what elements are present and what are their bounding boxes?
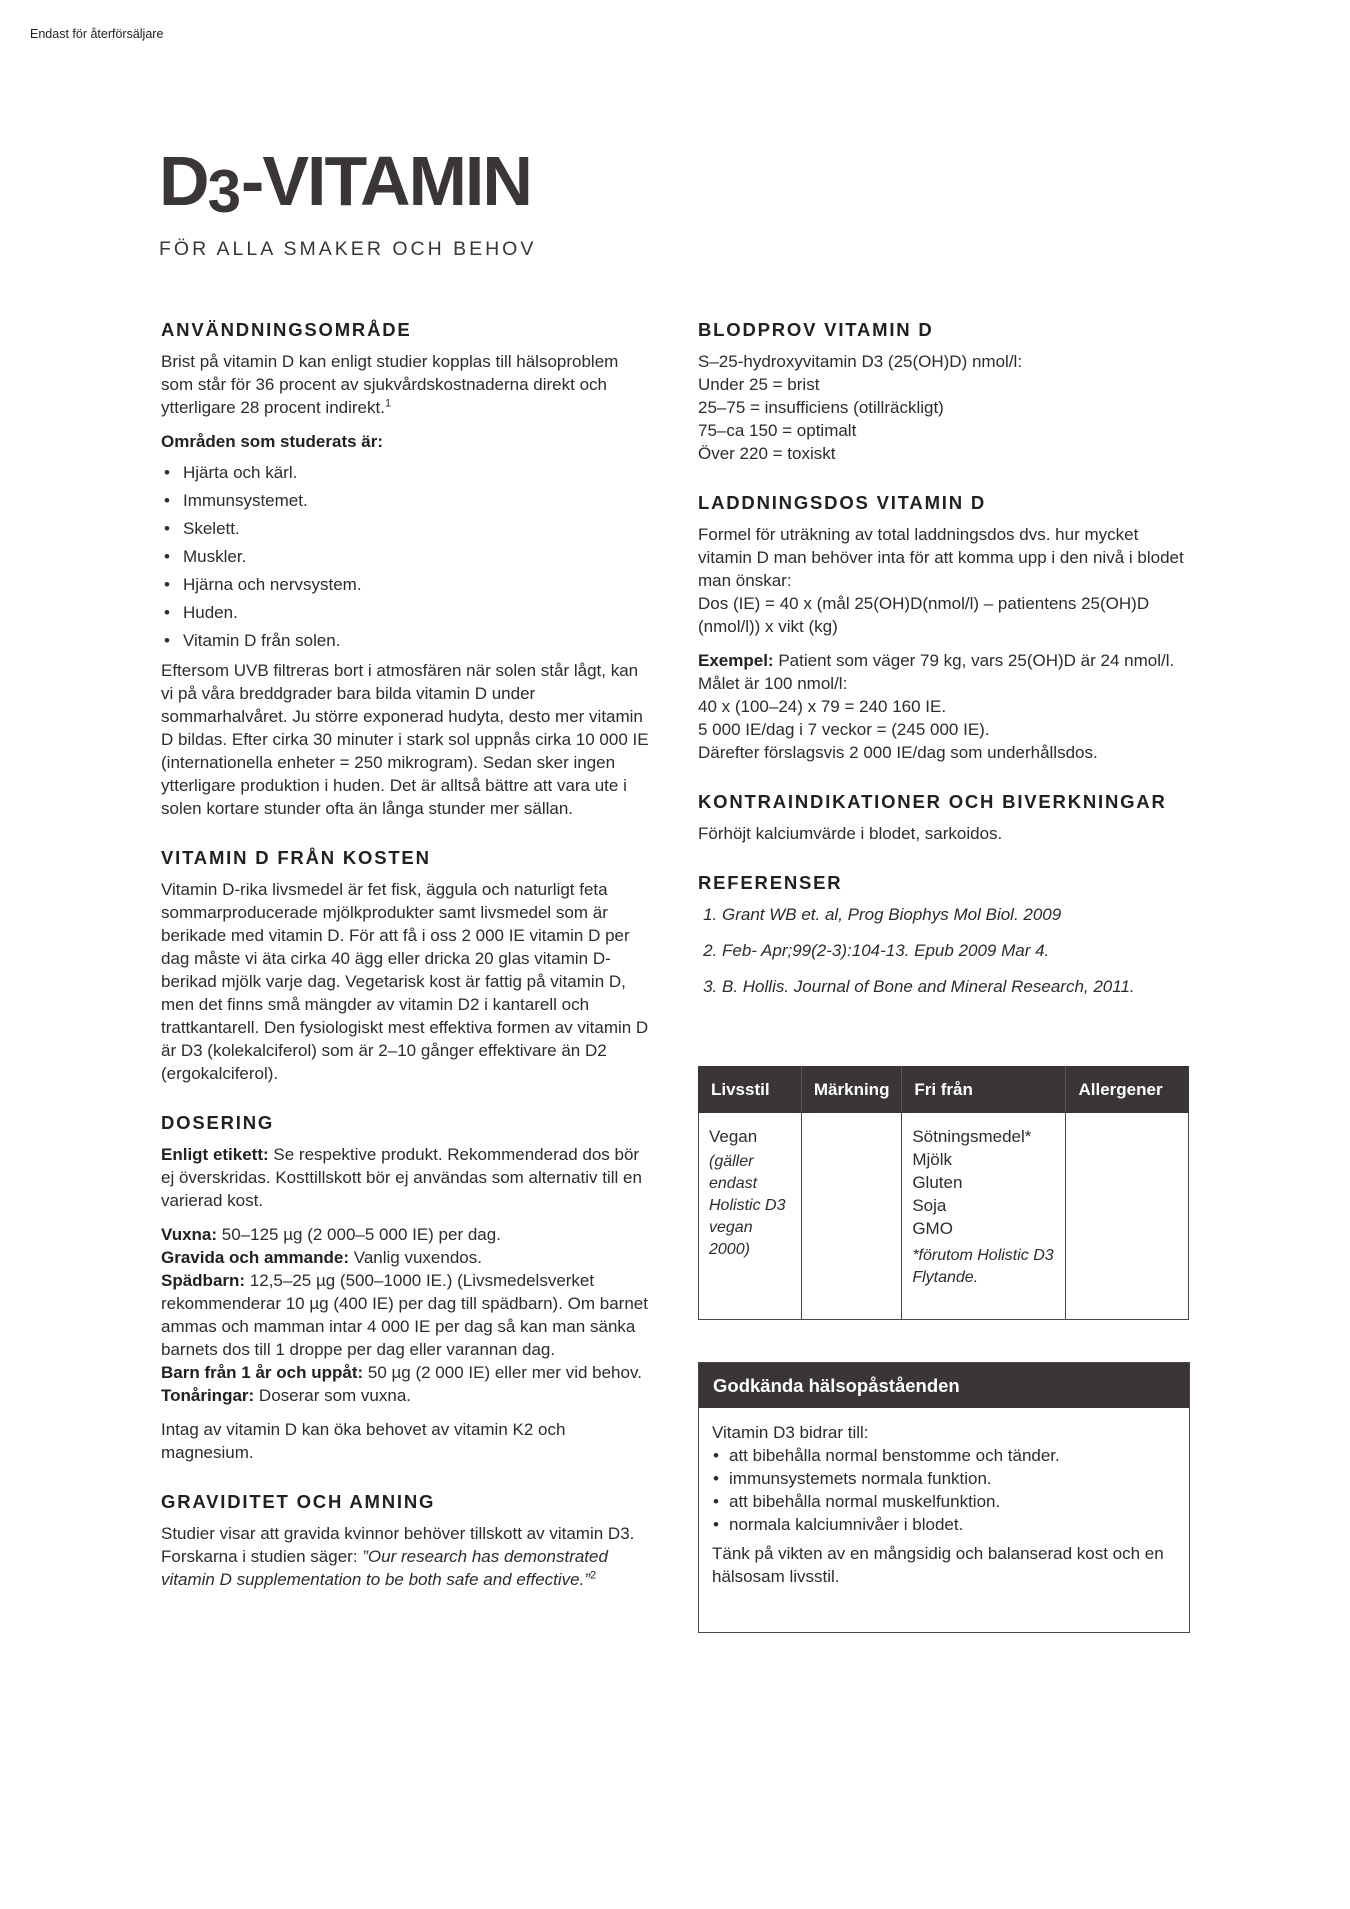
claims-intro: Vitamin D3 bidrar till:: [712, 1423, 869, 1442]
example-text: Patient som väger 79 kg, vars 25(OH)D är 24 nmol/l.: [773, 651, 1175, 670]
claims-box-header: Godkända hälsopåståenden: [699, 1363, 1189, 1408]
reference-item: 3. B. Hollis. Journal of Bone and Mineral Research, 2011.: [722, 975, 1190, 998]
usage-intro-text: Brist på vitamin D kan enligt studier kopplas till hälsoproblem som står för 36 procent av sjukvårdskostnaderna direkt och ytterligare 28 procent indirekt.: [161, 352, 619, 417]
dose-text: Doserar som vuxna.: [254, 1386, 412, 1405]
dose-line: [161, 1361, 651, 1384]
reference-item: 2. Feb- Apr;99(2-3):104-13. Epub 2009 Mar 4.: [722, 939, 1190, 962]
dose-text: 12,5–25 µg (500–1000 IE.) (Livsmedelsverket rekommenderar 10 µg (400 IE) per dag till spädbarn). Om barnet ammas och mamman intar 4 000 IE per dag så kan man sänka barnets dos till 1 droppe per dag eller varannan dag.: [161, 1271, 648, 1359]
dose-text: Vanlig vuxendos.: [349, 1248, 482, 1267]
loadingdose-formula: Dos (IE) = 40 x (mål 25(OH)D(nmol/l) – patientens 25(OH)D (nmol/l)) x vikt (kg): [698, 594, 1150, 636]
section-heading-references: REFERENSER: [698, 872, 843, 893]
bloodtest-line: 25–75 = insufficiens (otillräckligt): [698, 398, 944, 417]
corner-note: Endast för återförsäljare: [30, 27, 164, 41]
right-column: [698, 318, 1190, 1633]
claims-bullet: • att bibehålla normal muskelfunktion.: [712, 1490, 1175, 1513]
frifran-item: Sötningsmedel*: [912, 1127, 1032, 1146]
example-line: Målet är 100 nmol/l:: [698, 674, 848, 693]
section-heading-diet: VITAMIN D FRÅN KOSTEN: [161, 847, 431, 868]
dose-label: Spädbarn:: [161, 1271, 246, 1290]
reference-item: 1. Grant WB et. al, Prog Biophys Mol Biol. 2009: [722, 903, 1190, 926]
contraindications-text: Förhöjt kalciumvärde i blodet, sarkoidos.: [698, 824, 1003, 843]
table-cell-markning: [801, 1113, 901, 1320]
claims-bullet: • immunsystemets normala funktion.: [712, 1467, 1175, 1490]
references-list: [698, 903, 1190, 998]
section-heading-loadingdose: LADDNINGSDOS VITAMIN D: [698, 492, 986, 513]
claims-outro: Tänk på vikten av en mångsidig och balanserad kost och en hälsosam livsstil.: [712, 1544, 1164, 1586]
list-item: • Huden.: [161, 599, 651, 627]
table-cell-frifran: [902, 1113, 1066, 1320]
areas-label: [161, 430, 651, 453]
bloodtest-line: 75–ca 150 = optimalt: [698, 421, 857, 440]
list-item: • Hjärna och nervsystem.: [161, 571, 651, 599]
table-header-markning: Märkning: [801, 1067, 901, 1113]
claims-box-body: [699, 1408, 1189, 1632]
bloodtest-line: S–25-hydroxyvitamin D3 (25(OH)D) nmol/l:: [698, 352, 1023, 371]
list-item: • Muskler.: [161, 543, 651, 571]
frifran-item: GMO: [912, 1219, 953, 1238]
frifran-item: Mjölk: [912, 1150, 952, 1169]
example-block: [698, 649, 1190, 764]
pregnancy-quote: ”Our research has demonstrated vitamin D supplementation to be both safe and effective.”: [161, 1547, 608, 1589]
footnote-ref-1: 1: [384, 397, 392, 410]
dose-line: [161, 1269, 651, 1361]
section-heading-bloodtest: BLODPROV VITAMIN D: [698, 319, 934, 340]
sun-paragraph: Eftersom UVB filtreras bort i atmosfären när solen står lågt, kan vi på våra breddgrader bara bilda vitamin D under sommarhalvåret. Ju större exponerad hudyta, desto mer vitamin D bildas. Efter cirka 30 minuter i stark sol uppnås cirka 10 000 IE (internationella enheter = 250 mikrogram). Sedan sker ingen ytterligare produktion i huden. Det är alltså bättre att vara ute i solen kortare stunder ofta än långa stunder mer sällan.: [161, 661, 649, 818]
dose-label: Tonåringar:: [161, 1386, 255, 1405]
dose-line: [161, 1223, 651, 1246]
livsstil-main: Vegan: [709, 1127, 758, 1146]
bloodtest-lines: [698, 350, 1190, 465]
page-title-part3: -VITAMIN: [241, 142, 531, 220]
page-title: [159, 142, 536, 226]
list-item: • Skelett.: [161, 515, 651, 543]
claims-bullet: • normala kalciumnivåer i blodet.: [712, 1513, 1175, 1536]
table-header-frifran: Fri från: [902, 1067, 1066, 1113]
claims-box: [698, 1362, 1190, 1633]
list-item: • Immunsystemet.: [161, 487, 651, 515]
left-column: [161, 318, 651, 1602]
info-table: [698, 1066, 1189, 1320]
bloodtest-line: Över 220 = toxiskt: [698, 444, 836, 463]
section-heading-dosage: DOSERING: [161, 1112, 275, 1133]
table-header-allergener: Allergener: [1066, 1067, 1189, 1113]
dosage-note: Intag av vitamin D kan öka behovet av vitamin K2 och magnesium.: [161, 1420, 566, 1462]
table-header-row: [699, 1067, 1189, 1113]
pregnancy-paragraph: [161, 1522, 651, 1591]
page-title-part1: D: [159, 142, 208, 220]
frifran-item: Soja: [912, 1196, 947, 1215]
page-subtitle: FÖR ALLA SMAKER OCH BEHOV: [159, 238, 537, 260]
section-heading-pregnancy: GRAVIDITET OCH AMNING: [161, 1491, 436, 1512]
livsstil-note: (gäller endast Holistic D3 vegan 2000): [709, 1153, 786, 1258]
table-cell-allergener: [1066, 1113, 1189, 1320]
list-item: • Hjärta och kärl.: [161, 459, 651, 487]
dosage-intro-text: Se respektive produkt. Rekommenderad dos bör ej överskridas. Kosttillskott bör ej användas som alternativ till en varierad kost.: [161, 1145, 642, 1210]
example-line: Därefter förslagsvis 2 000 IE/dag som underhållsdos.: [698, 743, 1098, 762]
diet-paragraph: Vitamin D-rika livsmedel är fet fisk, äggula och naturligt feta sommarproducerade mjölkprodukter samt livsmedel som är berikade med vitamin D. För att få i oss 2 000 IE vitamin D per dag måste vi äta cirka 40 ägg eller dricka 20 glas vitamin D-berikad mjölk varje dag. Vegetarisk kost är fattig på vitamin D, men det finns små mängder av vitamin D2 i kantarell och trattkantarell. Den fysiologiskt mest effektiva formen av vitamin D är D3 (kolekalciferol) som är 2–10 gånger effektivare än D2 (ergokalciferol).: [161, 880, 649, 1083]
list-item: • Vitamin D från solen.: [161, 627, 651, 655]
dosage-intro: [161, 1143, 651, 1212]
dose-text: 50 µg (2 000 IE) eller mer vid behov.: [363, 1363, 642, 1382]
dose-label: Barn från 1 år och uppåt:: [161, 1363, 364, 1382]
example-line: 40 x (100–24) x 79 = 240 160 IE.: [698, 697, 947, 716]
section-heading-contraindications: KONTRAINDIKATIONER OCH BIVERKNINGAR: [698, 791, 1167, 812]
dose-text: 50–125 µg (2 000–5 000 IE) per dag.: [217, 1225, 501, 1244]
frifran-footnote: *förutom Holistic D3 Flytande.: [912, 1247, 1054, 1286]
bloodtest-line: Under 25 = brist: [698, 375, 820, 394]
dose-label: Gravida och ammande:: [161, 1248, 350, 1267]
masthead: [159, 142, 537, 261]
dosage-intro-label: Enligt etikett:: [161, 1145, 269, 1164]
frifran-item: Gluten: [912, 1173, 963, 1192]
table-header-livsstil: Livsstil: [699, 1067, 802, 1113]
example-line: [698, 649, 1190, 672]
section-heading-usage: ANVÄNDNINGSOMRÅDE: [161, 319, 412, 340]
dose-line: [161, 1384, 651, 1407]
example-label: Exempel:: [698, 651, 774, 670]
footnote-ref-2: 2: [590, 1569, 597, 1582]
dose-line: [161, 1246, 651, 1269]
dose-block: [161, 1223, 651, 1407]
dose-label: Vuxna:: [161, 1225, 218, 1244]
pregnancy-text: Studier visar att gravida kvinnor behöver tillskott av vitamin D3. Forskarna i studien säger:: [161, 1524, 635, 1566]
example-line: 5 000 IE/dag i 7 veckor = (245 000 IE).: [698, 720, 990, 739]
areas-label-text: Områden som studerats är:: [161, 432, 384, 451]
usage-intro: [161, 350, 651, 419]
page-title-part2: 3: [207, 158, 242, 226]
areas-list: [161, 459, 651, 655]
claims-bullet: • att bibehålla normal benstomme och tänder.: [712, 1444, 1175, 1467]
frifran-items: [912, 1125, 1055, 1240]
table-row: [699, 1113, 1189, 1320]
table-cell-livsstil: [699, 1113, 802, 1320]
loadingdose-intro: Formel för uträkning av total laddningsdos dvs. hur mycket vitamin D man behöver inta för att komma upp i den nivå i blodet man önskar:: [698, 525, 1184, 590]
